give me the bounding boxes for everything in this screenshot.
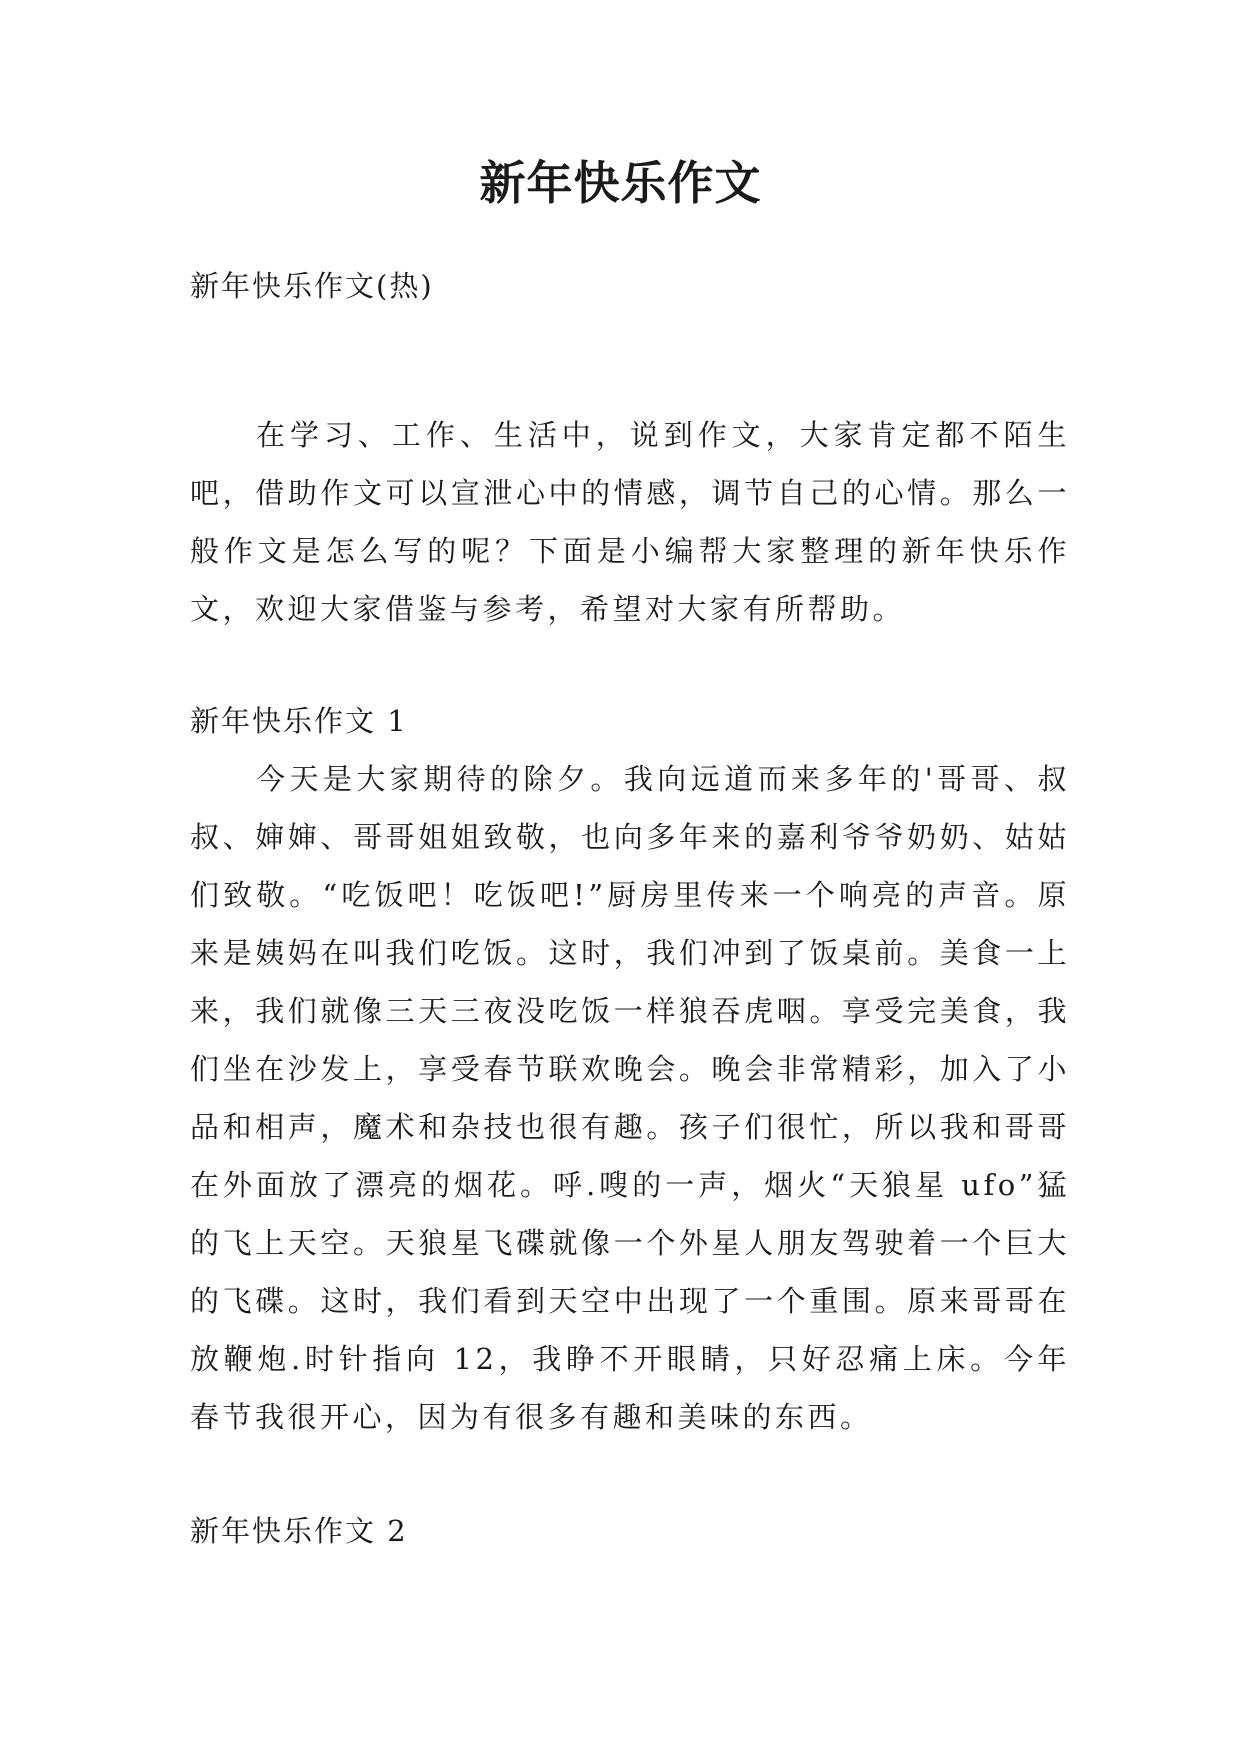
section-heading-1: 新年快乐作文 1 [190, 704, 408, 738]
document-subtitle: 新年快乐作文(热) [190, 269, 434, 303]
document-title: 新年快乐作文 [479, 156, 762, 210]
section-heading-2: 新年快乐作文 2 [190, 1514, 408, 1548]
intro-paragraph: 在学习、工作、生活中，说到作文，大家肯定都不陌生吧，借助作文可以宣泄心中的情感，调节自己的心情。那么一般作文是怎么写的呢？下面是小编帮大家整理的新年快乐作文，欢迎大家借鉴与参考，希望对大家有所帮助。 [190, 418, 1070, 626]
section-body-1: 今天是大家期待的除夕。我向远道而来多年的'哥哥、叔叔、婶婶、哥哥姐姐致敬，也向多年来的嘉利爷爷奶奶、姑姑们致敬。“吃饭吧！吃饭吧!”厨房里传来一个响亮的声音。原来是姨妈在叫我们吃饭。这时，我们冲到了饭桌前。美食一上来，我们就像三天三夜没吃饭一样狼吞虎咽。享受完美食，我们坐在沙发上，享受春节联欢晚会。晚会非常精彩，加入了小品和相声，魔术和杂技也很有趣。孩子们很忙，所以我和哥哥在外面放了漂亮的烟花。呼.嗖的一声，烟火“天狼星 ufo”猛的飞上天空。天狼星飞碟就像一个外星人朋友驾驶着一个巨大的飞碟。这时，我们看到天空中出现了一个重围。原来哥哥在放鞭炮.时针指向 12，我睁不开眼睛，只好忍痛上床。今年春节我很开心，因为有很多有趣和美味的东西。 [190, 762, 1070, 1434]
